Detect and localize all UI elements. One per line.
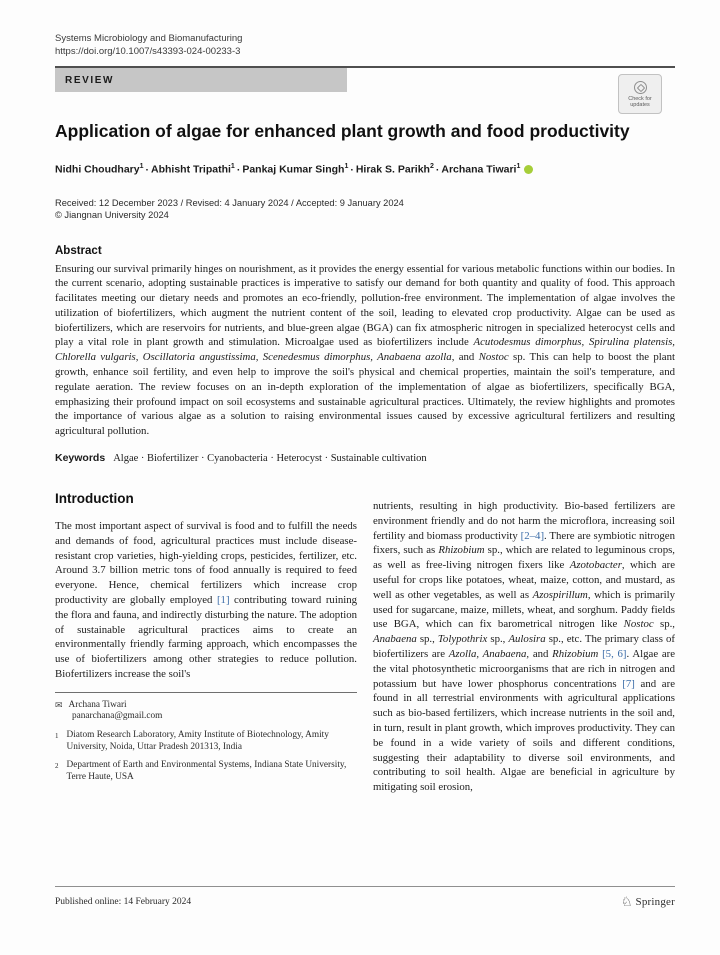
- abstract-section: [55, 245, 675, 440]
- citation-link[interactable]: [1]: [216, 594, 230, 607]
- keyword-separator: ·: [267, 453, 277, 465]
- author-affiliation-sup: 1: [516, 163, 521, 170]
- keyword-separator: ·: [321, 453, 331, 465]
- author-affiliation-sup: 2: [429, 163, 434, 170]
- publisher-name: Springer: [635, 895, 675, 908]
- keyword-item: Sustainable cultivation: [330, 453, 427, 465]
- article-type-banner: REVIEW: [55, 68, 347, 92]
- affiliation-list: [55, 730, 357, 783]
- intro-paragraph-right: nutrients, resulting in high productivity. Bio-based fertilizers are environment friendly and do not harm the microflora, increasing soil fertility and biomass productivity [2–4]. There are symbiotic nitrogen fixers, such as Rhizobium sp., which are related to leguminous crops, as well as free-living nitrogen fixers like Azotobacter, which are useful for crops like potatoes, wheat, maize, cotton, and mustard, as well as other vegetables, as well as Azospirillum, which is primarily used for sugarcane, maize, millets, wheat, and sorghum. Paddy fields use BGA, which can fix barometrical nitrogen like Nostoc sp., Anabaena sp., Tolypothrix sp., Aulosira sp., etc. The primary class of biofertilizers are Azolla, Anabaena, and Rhizobium [5, 6]. Algae are the vital photosynthetic microorganisms that are rich in nitrogen and potassium but have lower phosphorus concentrations [7] and are found in all terrestrial environments with agricultural applications such as bio-based fertilizers, which increase nutrients in the soil and, in turn, result in plant growth, which improves productivity. They can be found in a wide variety of soils and different conditions, suggesting their adaptability to diverse soil environments, and contributing to soil health. Algae are beneficial in agriculture by mitigating soil erosion,: [373, 500, 676, 794]
- springer-knight-icon: ♘: [620, 894, 633, 909]
- orcid-icon[interactable]: [524, 165, 533, 174]
- affiliation-text: Department of Earth and Environmental Systems, Indiana State University, Terre Haute, USA: [66, 760, 347, 782]
- abstract-text: Ensuring our survival primarily hinges on nourishment, as it provides the energy essential for various metabolic functions within our bodies. In the current scenario, adopting sustainable practices is imperative to satisfy our demand for both quantity and quality of food. This approach facilitates meeting our dietary needs and promotes an eco-friendly, pollution-free environment. The implementation of algae involves the utilization of biofertilizers, which augment the nutrient content of the soil, leading to elevated crop productivity. Algae can be used as biofertilizers, which are reservoirs for nutrients, and blue-green algae (BGA) can fix atmospheric nitrogen in specialized heterocyst cells and play a vital role in plant growth and stimulation. Microalgae used as biofertilizers include Acutodesmus dimorphus, Spirulina platensis, Chlorella vulgaris, Oscillatoria angustissima, Scenedesmus dimorphus, Anabaena azolla, and Nostoc sp. This can help to boost the plant growth, enhance soil fertility, and even help to improve the soil's physical and chemical properties, maintain the soil's temperature, and regulate aeration. The review focuses on an in-depth exploration of the implementation of algae as biofertilizers, specifically BGA, emphasizing their profound impact on soil ecosystems and sustainable agricultural practices. Ultimately, the review highlights and promotes the importance of various algae as a solution to raising environmental issues caused by excessive agricultural fertilizers and resulting agricultural pollution.: [55, 262, 676, 438]
- introduction-heading: Introduction: [55, 491, 134, 507]
- keywords-items: [113, 453, 426, 464]
- keyword-item: Biofertilizer: [147, 453, 199, 465]
- footnote-block: [55, 692, 357, 784]
- author-separator: ·: [145, 163, 149, 176]
- check-updates-label: Check for updates: [628, 95, 652, 108]
- author-separator: ·: [435, 163, 440, 176]
- right-column: [373, 491, 675, 795]
- author-affiliation-sup: 1: [230, 163, 235, 170]
- page-content: [55, 0, 675, 795]
- affiliation-number: 2: [55, 762, 59, 771]
- citation-link[interactable]: [5, 6]: [602, 648, 627, 661]
- page-footer: [55, 886, 675, 908]
- doi-text: https://doi.org/10.1007/s43393-024-00233-3: [55, 45, 241, 57]
- author-name: Abhisht Tripathi: [151, 163, 231, 176]
- author-separator: ·: [350, 163, 354, 176]
- citation-link[interactable]: [7]: [622, 677, 635, 690]
- keyword-separator: ·: [138, 453, 148, 465]
- author-affiliation-sup: 1: [139, 163, 144, 170]
- article-history: [55, 197, 675, 222]
- keyword-item: Algae: [113, 453, 139, 465]
- abstract-heading: Abstract: [55, 244, 102, 257]
- author-name: Archana Tiwari: [441, 163, 517, 176]
- correspondence-row: [55, 700, 357, 712]
- left-column: [55, 491, 357, 795]
- author-name: Hirak S. Parikh: [355, 163, 430, 176]
- keyword-item: Heterocyst: [276, 453, 322, 465]
- publisher-logo: [621, 895, 675, 908]
- envelope-icon: ✉: [55, 699, 63, 710]
- published-online: Published online: 14 February 2024: [55, 896, 192, 907]
- affiliation-row: [55, 760, 357, 783]
- citation-link[interactable]: [2–4]: [520, 529, 545, 542]
- journal-name: Systems Microbiology and Biomanufacturing: [55, 33, 243, 44]
- keywords-label: Keywords: [55, 452, 106, 465]
- check-for-updates-badge[interactable]: [618, 74, 662, 114]
- body-columns: [55, 491, 675, 795]
- affiliation-number: 1: [55, 732, 59, 741]
- affiliation-text: Diatom Research Laboratory, Amity Institute of Biotechnology, Amity University, Noida, Uttar Pradesh 201313, India: [66, 730, 329, 752]
- banner-row: [55, 68, 675, 108]
- page-title: Application of algae for enhanced plant growth and food productivity: [55, 121, 630, 141]
- author-list: [55, 163, 675, 176]
- keywords-line: [55, 452, 675, 464]
- correspondence-email[interactable]: panarchana@gmail.com: [72, 711, 163, 722]
- check-updates-icon: [634, 81, 647, 94]
- affiliation-row: [55, 730, 357, 753]
- intro-paragraph-left: The most important aspect of survival is food and to fulfill the needs and demands of food, agricultural practices must include disease-resistant crop varieties, high-yielding crops, pesticides, fertilizer, etc. Around 3.7 billion metric tons of food annually is required to feed everyone. Hence, chemical fertilizers which increase crop productivity are globally employed [1] contributing toward ruining the flora and fauna, and indirectly disturbing the nature. The adoption of sustainable agricultural practices aims to create an environmentally friendly farming approach, which encompasses the use of biofertilizers among other strategies to reduce pollution. Biofertilizers increase the soil's: [55, 520, 358, 681]
- keyword-separator: ·: [198, 453, 208, 465]
- copyright-line: © Jiangnan University 2024: [55, 210, 169, 220]
- author-name: Nidhi Choudhary: [55, 163, 140, 176]
- received-revised-accepted: Received: 12 December 2023 / Revised: 4 January 2024 / Accepted: 9 January 2024: [55, 197, 404, 208]
- correspondence-name: Archana Tiwari: [68, 699, 127, 710]
- author-name: Pankaj Kumar Singh: [242, 163, 345, 176]
- author-affiliation-sup: 1: [344, 163, 349, 170]
- author-separator: ·: [236, 163, 241, 176]
- keyword-item: Cyanobacteria: [207, 453, 268, 465]
